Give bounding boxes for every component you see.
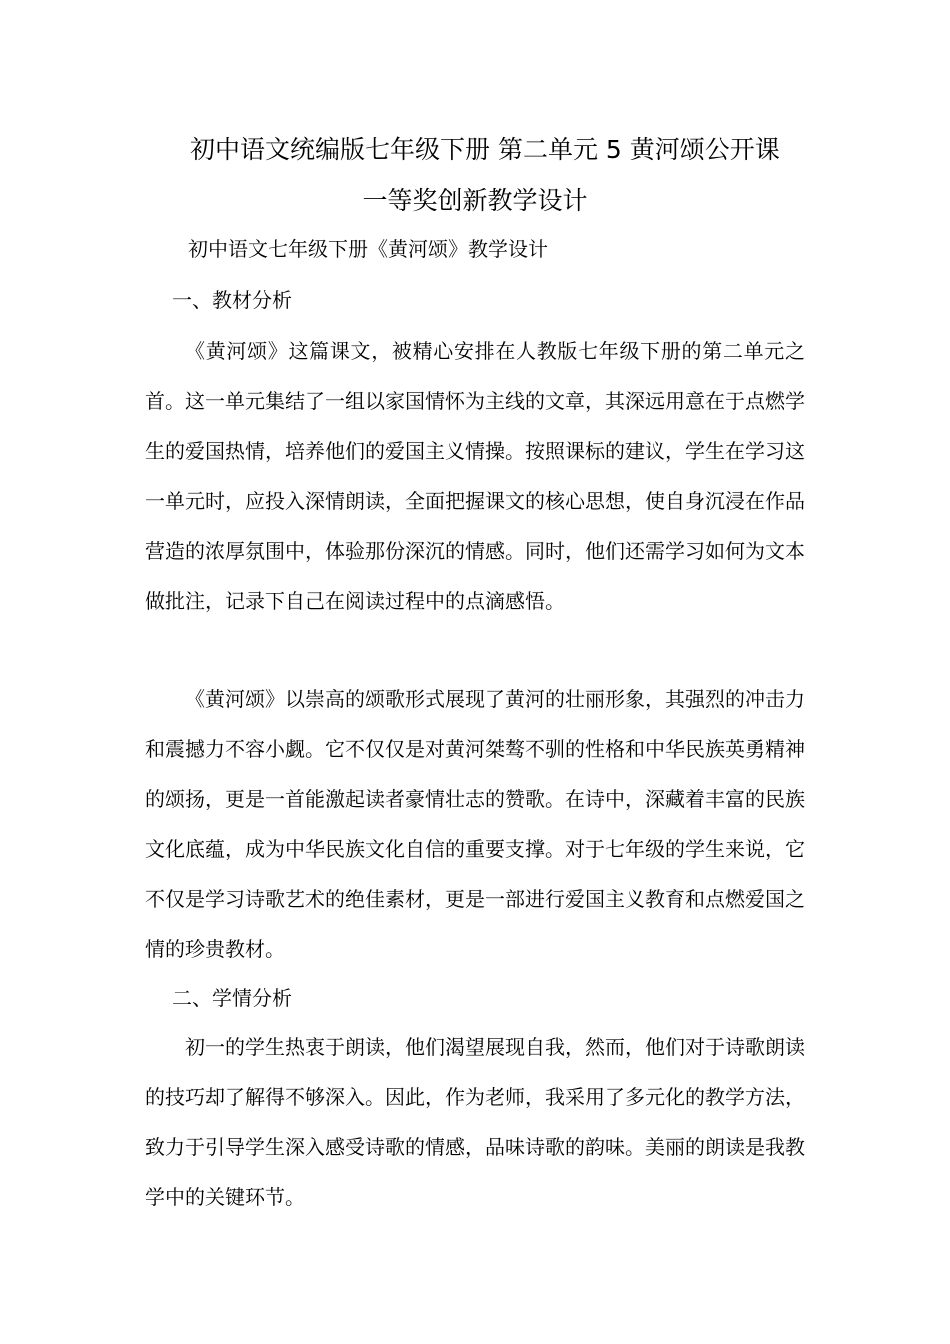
section-heading-textbook-analysis: 一、教材分析 — [172, 288, 292, 312]
paragraph-student-analysis-1: 初一的学生热衷于朗读，他们渴望展现自我，然而，他们对于诗歌朗读的技巧却了解得不够深入。因此，作为老师，我采用了多元化的教学方法，致力于引导学生深入感受诗歌的情感，品味诗歌的韵味。美丽的朗读是我教学中的关键环节。 — [145, 1035, 805, 1209]
document-subtitle: 初中语文七年级下册《黄河颂》教学设计 — [188, 237, 548, 261]
document-title-line-1: 初中语文统编版七年级下册 第二单元 5 黄河颂公开课 — [190, 135, 780, 164]
paragraph-textbook-analysis-1: 《黄河颂》这篇课文，被精心安排在人教版七年级下册的第二单元之首。这一单元集结了一组以家国情怀为主线的文章，其深远用意在于点燃学生的爱国热情，培养他们的爱国主义情操。按照课标的建议，学生在学习这一单元时，应投入深情朗读，全面把握课文的核心思想，使自身沉浸在作品营造的浓厚氛围中，体验那份深沉的情感。同时，他们还需学习如何为文本做批注，记录下自己在阅读过程中的点滴感悟。 — [145, 339, 805, 613]
paragraph-textbook-analysis-2: 《黄河颂》以崇高的颂歌形式展现了黄河的壮丽形象，其强烈的冲击力和震撼力不容小觑。它不仅仅是对黄河桀骜不驯的性格和中华民族英勇精神的颂扬，更是一首能激起读者豪情壮志的赞歌。在诗中，深藏着丰富的民族文化底蕴，成为中华民族文化自信的重要支撑。对于七年级的学生来说，它不仅是学习诗歌艺术的绝佳素材，更是一部进行爱国主义教育和点燃爱国之情的珍贵教材。 — [145, 687, 805, 961]
section-heading-student-analysis: 二、学情分析 — [172, 986, 292, 1010]
document-title-line-2: 一等奖创新教学设计 — [362, 186, 588, 215]
